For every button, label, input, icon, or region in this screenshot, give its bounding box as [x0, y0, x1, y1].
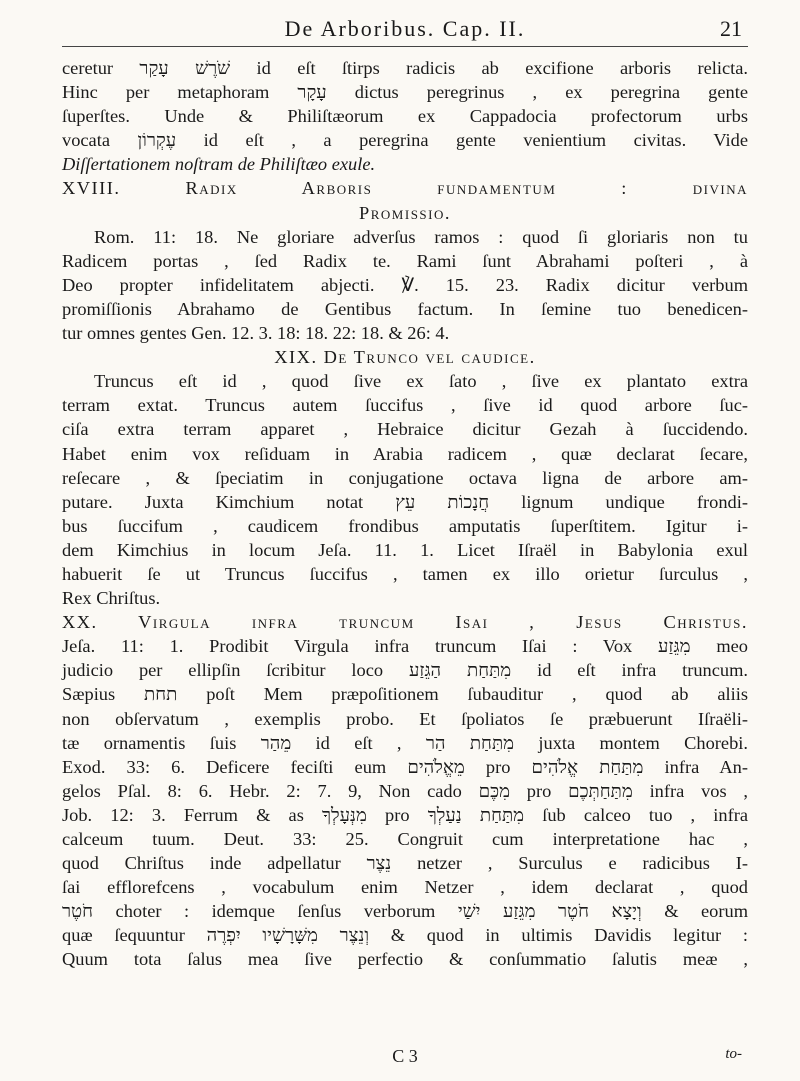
text-line: Truncus eſt id , quod ſive ex ſato , ſive ex plantato extra	[94, 371, 748, 392]
text-line: Rom. 11: 18. Ne gloriare adverſus ramos : quod ſi gloriaris non tu	[94, 226, 748, 247]
text-line: ceretur שֹׁרֶשׁ עָקַר id eſt ſtirps radicis ab excifione arboris relicta.	[62, 58, 748, 78]
text-line: Exod. 33: 6. Deficere feciſti eum מֵאֱלֹהִים pro מִתַּחַת אֱלֹהִים infra An-	[62, 756, 748, 777]
page-footer	[62, 1046, 748, 1070]
text-line: judicio per ellipſin ſcribitur loco מִתַּחַת הַגֵּזַע id eſt infra truncum.	[62, 660, 748, 681]
page-number: 21	[720, 16, 742, 41]
section-heading-20: XX. Virgula infra truncum Isai , Jesus Christus.	[62, 612, 748, 633]
text-line: reſecare , & ſpeciatim in conjugatione octava ligna de arbore am-	[62, 467, 748, 488]
text-line: ſuperſtes. Unde & Philiſtæorum ex Cappadocia profectorum urbs	[62, 106, 748, 127]
text-line: ſai efflorefcens , vocabulum enim Netzer , idem declarat , quod	[62, 877, 748, 898]
text-line: ciſa extra terram apparet , Hebraice dicitur Gezah à ſuccidendo.	[62, 419, 748, 440]
running-title: De Arboribus. Cap. II.	[284, 16, 526, 41]
running-header	[62, 12, 748, 47]
text-line: gelos Pſal. 8: 6. Hebr. 2: 7. 9, Non cado מִכֶּם pro מִתַּחַתְּכֶם infra vos ,	[62, 780, 749, 801]
section-heading-18: XVIII. Radix Arboris fundamentum : divina	[62, 178, 748, 199]
text-line: Quum tota ſalus mea ſive perfectio & conſummatio ſalutis meæ ,	[62, 949, 748, 970]
text-line: quæ ſequuntur וְנֵצֶר מִשָּׁרָשָׁיו יִפְרֶה & quod in ultimis Davidis legitur :	[62, 925, 749, 946]
text-line: Jeſa. 11: 1. Prodibit Virgula infra truncum Iſai : Vox מִגֵּזַע meo	[62, 636, 748, 657]
section-heading-18-cont: Promissio.	[359, 202, 451, 223]
text-line: promiſſionis Abrahamo de Gentibus factum. In ſemine tuo benedicen-	[62, 298, 748, 319]
text-line: Rex Chriſtus.	[62, 588, 161, 609]
text-line: quod Chriſtus inde adpellatur נֵצֶר netzer , Surculus e radicibus I-	[62, 853, 748, 874]
signature-mark: C 3	[392, 1046, 418, 1066]
text-line: calceum tuum. Deut. 33: 25. Congruit cum interpretatione hac ,	[62, 829, 748, 849]
text-line: Habet enim vox reſiduam in Arabia radicem , quæ declarat ſecare,	[62, 443, 748, 464]
text-line: dem Kimchius in locum Jeſa. 11. 1. Licet Iſraël in Babylonia exul	[62, 539, 748, 560]
text-line: Deo propter infidelitatem abjecti. ℣. 15. 23. Radix dicitur verbum	[62, 274, 748, 295]
text-line: Hinc per metaphoram עָקָר dictus peregrinus , ex peregrina gente	[62, 82, 748, 103]
text-line: terram extat. Truncus autem ſuccifus , ſive id quod arbore ſuc-	[62, 395, 748, 416]
text-line: non obſervatum , exemplis probo. Et ſpoliatos ſe præbuerunt Iſraëli-	[62, 708, 748, 729]
text-line: putare. Juxta Kimchium notat חֲנָכוֹת עֵץ lignum undique frondi-	[62, 491, 748, 512]
text-line: tur omnes gentes Gen. 12. 3. 18: 18. 22: 18. & 26: 4.	[62, 323, 450, 344]
text-line: bus ſuccifum , caudicem frondibus amputatis ſuperſtitem. Igitur i-	[62, 515, 748, 536]
text-line: Radicem portas , ſed Radix te. Rami ſunt Abrahami poſteri , à	[62, 250, 748, 271]
text-line: חֹטֶר choter : idemque ſenſus verborum וְיָצָא חֹטֶר מִגֵּזַע יִשַׁי & eorum	[62, 901, 748, 922]
text-line: Job. 12: 3. Ferrum & as מִנְּעָלְךָ pro מִתַּחַת נַעַלְךָ ſub calceo tuo , infra	[62, 804, 748, 825]
text-line: vocata עֶקְרוֹן id eſt , a peregrina gente venientium civitas. Vide	[62, 130, 748, 151]
catchword: to-	[725, 1046, 742, 1062]
text-line: habuerit ſe ut Truncus ſuccifus , tamen ex illo orietur ſurculus ,	[62, 563, 748, 584]
section-heading-19: XIX. De Trunco vel caudice.	[274, 347, 536, 368]
main-text	[62, 56, 748, 972]
text-line: Diſſertationem noſtram de Philiſtæo exule.	[62, 154, 376, 175]
text-line: tæ ornamentis ſuis מֵהַר id eſt , מִתַּחַת הַר juxta montem Chorebi.	[62, 732, 748, 753]
text-line: Sæpius תחת poſt Mem præpoſitionem ſubauditur , quod ab aliis	[62, 684, 749, 705]
